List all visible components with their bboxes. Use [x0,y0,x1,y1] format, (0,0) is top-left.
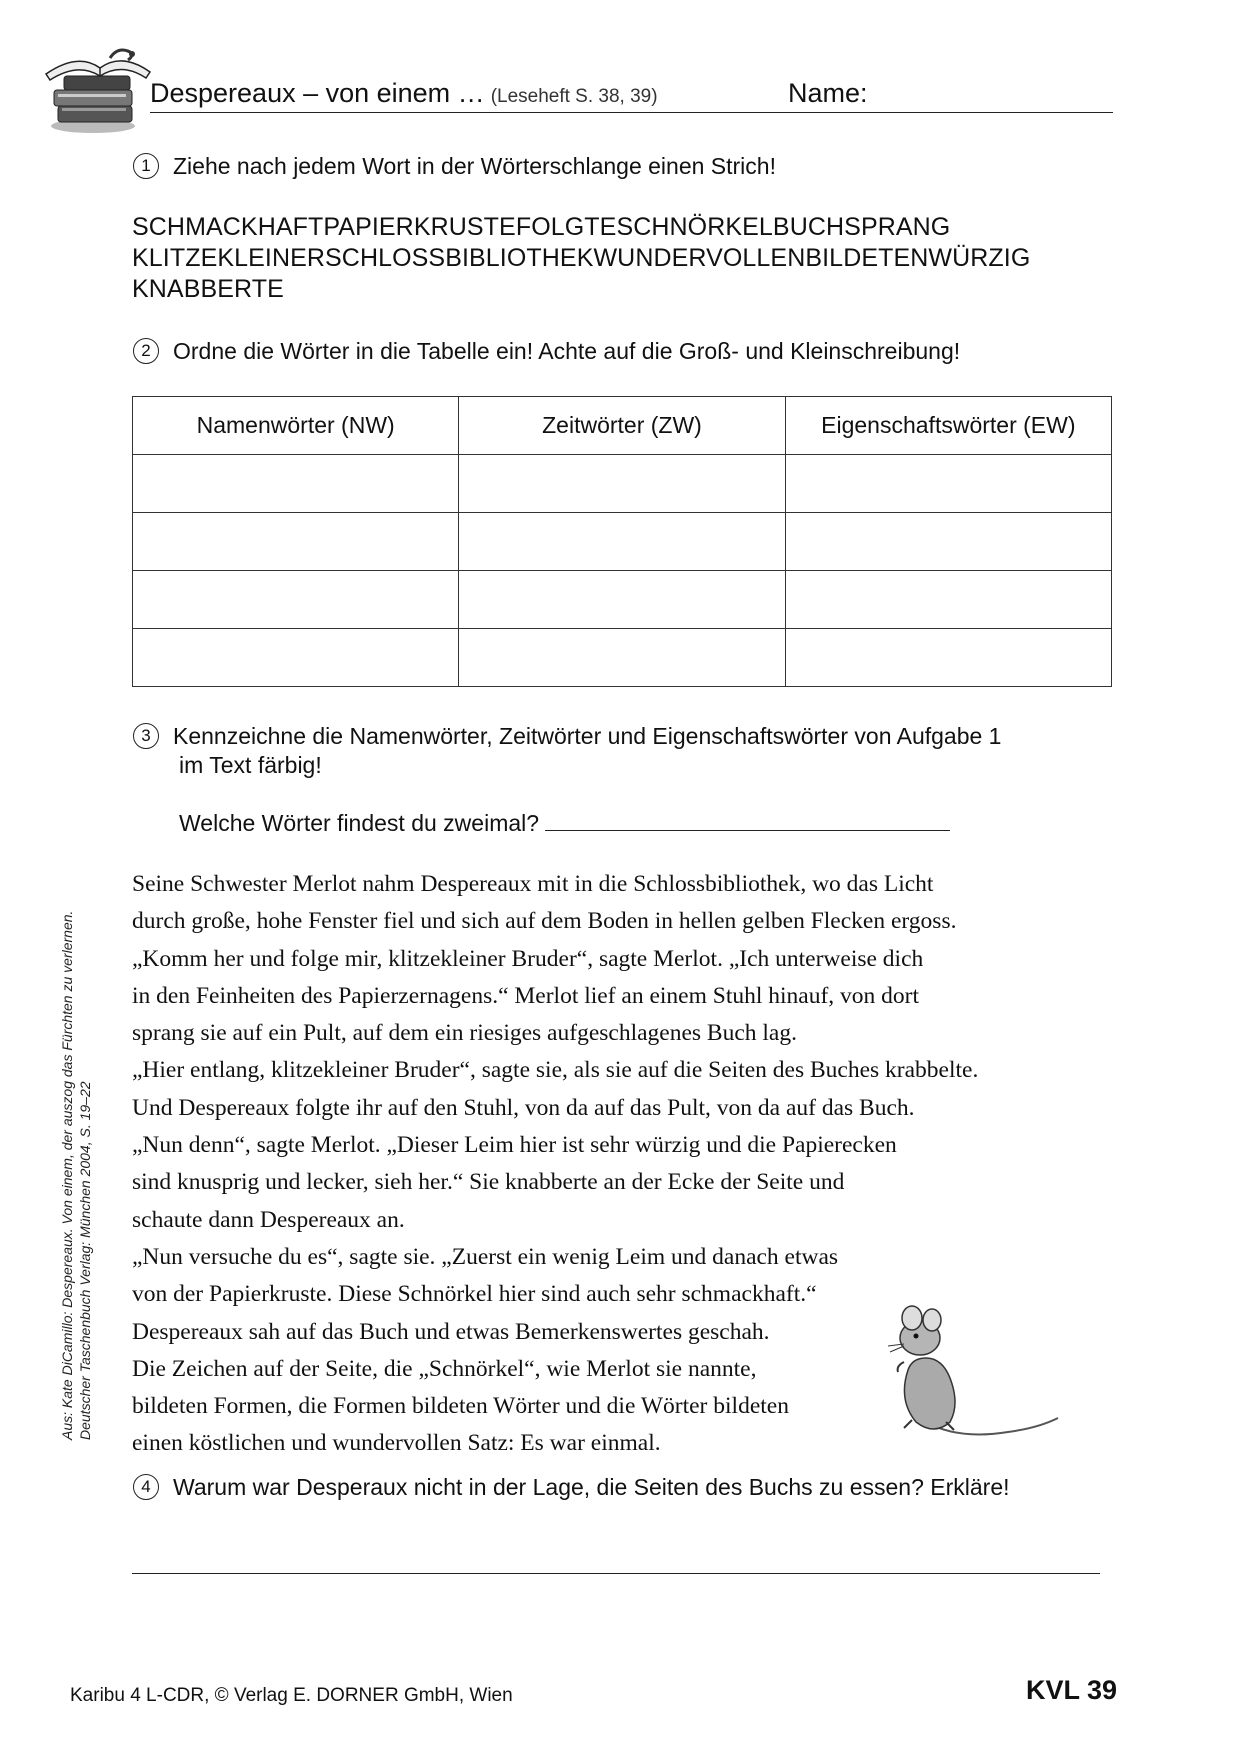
table-cell[interactable] [785,629,1111,687]
word-snake-line: KLITZEKLEINERSCHLOSSBIBLIOTHEKWUNDERVOLLENBILDETENWÜRZIG [132,244,1031,272]
worksheet-title [150,78,658,109]
task-number-1: 1 [133,153,159,179]
task-2 [133,337,960,366]
word-type-table [132,396,1112,687]
story-line: sprang sie auf ein Pult, auf dem ein riesiges aufgeschlagenes Buch lag. [132,1020,797,1047]
table-cell[interactable] [133,513,459,571]
table-row [133,571,1112,629]
task-number-3: 3 [133,723,159,749]
story-line: „Nun denn“, sagte Merlot. „Dieser Leim hier ist sehr würzig und die Papierecken [132,1132,897,1159]
source-line2: Deutscher Taschenbuch Verlag: München 2004, S. 19–22 [77,1081,93,1440]
story-line: bildeten Formen, die Formen bildeten Wörter und die Wörter bildeten [132,1393,789,1420]
story-line: durch große, hohe Fenster fiel und sich auf dem Boden in hellen gelben Flecken ergoss. [132,908,957,935]
story-line: „Komm her und folge mir, klitzekleiner Bruder“, sagte Merlot. „Ich unterweise dich [132,945,924,972]
task-4 [133,1473,1010,1502]
title-source: (Leseheft S. 38, 39) [490,86,658,107]
task-4-text: Warum war Desperaux nicht in der Lage, die Seiten des Buchs zu essen? Erkläre! [173,1474,1010,1500]
table-cell[interactable] [785,455,1111,513]
story-line: „Hier entlang, klitzekleiner Bruder“, sagte sie, als sie auf die Seiten des Buches krabbelte. [132,1057,979,1084]
table-cell[interactable] [459,513,785,571]
zweimal-text: Welche Wörter findest du zweimal? [179,810,540,836]
story-line: Und Despereaux folgte ihr auf den Stuhl, von da auf das Pult, von da auf das Buch. [132,1094,915,1121]
task-1 [133,152,776,181]
name-label: Name: [788,78,868,108]
story-line: von der Papierkruste. Diese Schnörkel hier sind auch sehr schmackhaft.“ [132,1281,817,1308]
table-cell[interactable] [459,629,785,687]
story-text [132,866,978,1463]
table-cell[interactable] [133,629,459,687]
story-line: schaute dann Despereaux an. [132,1206,405,1233]
table-cell[interactable] [785,513,1111,571]
page-code: KVL 39 [1026,1675,1118,1705]
word-snake-line: KNABBERTE [132,275,284,303]
task-4-answer-line[interactable] [132,1573,1100,1574]
book-stack-icon [38,44,156,136]
task-number-2: 2 [133,338,159,364]
word-snake [132,212,1030,305]
story-line: „Nun versuche du es“, sagte sie. „Zuerst ein wenig Leim und danach etwas [132,1243,839,1270]
task-3-text-line1: Kennzeichne die Namenwörter, Zeitwörter und Eigenschaftswörter von Aufgabe 1 [173,723,1002,749]
footer-publisher: Karibu 4 L-CDR, © Verlag E. DORNER GmbH, Wien [70,1685,513,1706]
source-line1: Kate DiCamillo: Despereaux. Von einem, der auszog das Fürchten zu verlernen. [59,910,75,1409]
table-row [133,629,1112,687]
table-cell[interactable] [133,455,459,513]
story-line: Die Zeichen auf der Seite, die „Schnörkel“, wie Merlot sie nannte, [132,1355,757,1382]
task-3-text-line2: im Text färbig! [179,752,322,778]
header-zeitwoerter: Zeitwörter (ZW) [459,397,785,455]
mouse-illustration [868,1300,1068,1445]
table-cell[interactable] [133,571,459,629]
table-cell[interactable] [459,455,785,513]
task-2-text: Ordne die Wörter in die Tabelle ein! Achte auf die Groß- und Kleinschreibung! [173,338,961,364]
story-line: Despereaux sah auf das Buch und etwas Bemerkenswertes geschah. [132,1318,770,1345]
story-line: Seine Schwester Merlot nahm Despereaux mit in die Schlossbibliothek, wo das Licht [132,871,934,897]
task-number-4: 4 [133,1474,159,1500]
story-line: sind knusprig und lecker, sieh her.“ Sie knabberte an der Ecke der Seite und [132,1169,845,1196]
table-cell[interactable] [785,571,1111,629]
story-line: einen köstlichen und wundervollen Satz: Es war einmal. [132,1430,661,1457]
table-row [133,513,1112,571]
table-row [133,455,1112,513]
task-1-text: Ziehe nach jedem Wort in der Wörterschlange einen Strich! [173,153,776,179]
table-cell[interactable] [459,571,785,629]
story-line: in den Feinheiten des Papierzernagens.“ Merlot lief an einem Stuhl hinauf, von dort [132,982,920,1009]
task-3 [133,722,1001,780]
zweimal-question [179,808,950,838]
source-prefix: Aus: [59,1411,75,1440]
header-eigenschaftswoerter: Eigenschaftswörter (EW) [785,397,1111,455]
word-snake-line: SCHMACKHAFTPAPIERKRUSTEFOLGTESCHNÖRKELBUCHSPRANG [132,213,951,241]
header-namenwoerter: Namenwörter (NW) [133,397,459,455]
header-rule [150,112,1113,113]
zweimal-answer-line[interactable] [545,808,950,831]
source-note [58,911,94,1440]
title-text: Despereaux – von einem … [150,78,485,108]
table-header-row [133,397,1112,455]
